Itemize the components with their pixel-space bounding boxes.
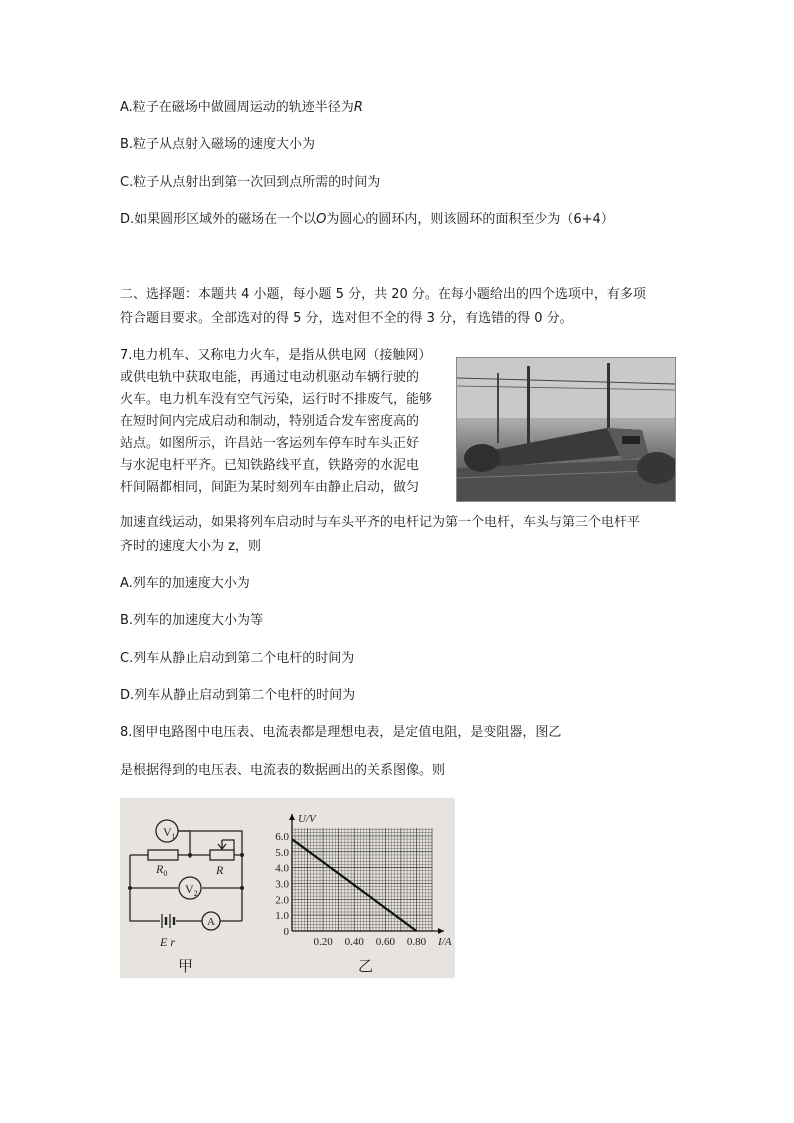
x-tick-label: 0.80 <box>406 936 427 948</box>
q7-line-9: 齐时的速度大小为 z，则 <box>120 539 261 554</box>
circuit-junction <box>128 886 132 890</box>
voltmeter-v1-label: V <box>163 825 172 839</box>
y-tick-label: 0 <box>283 926 289 938</box>
voltmeter-v2-label: V <box>185 882 194 896</box>
battery-label: E r <box>160 935 175 949</box>
q7-option-b: B.列车的加速度大小为等 <box>120 613 264 628</box>
q7-option-a: A.列车的加速度大小为 <box>120 576 250 591</box>
train-photo-drawing <box>457 358 675 501</box>
y-tick-label: 4.0 <box>275 862 289 875</box>
circuit-junction <box>188 853 192 857</box>
y-tick-label: 3.0 <box>275 878 289 891</box>
x-tick-label: 0.60 <box>375 936 395 948</box>
ammeter-label: A <box>207 916 215 928</box>
figure-caption-yi: 乙 <box>358 957 374 975</box>
section2-instructions-line1: 二、选择题：本题共 4 小题，每小题 5 分，共 20 分。在每小题给出的四个选项中，有多项 <box>120 287 646 302</box>
y-tick-label: 2.0 <box>275 894 289 907</box>
resistor-r0 <box>148 850 178 860</box>
u-i-chart <box>275 813 451 975</box>
q7-line: 在短时间内完成启动和制动，特别适合发车密度高的 <box>120 414 420 429</box>
y-tick-label: 6.0 <box>275 830 289 843</box>
y-axis-label: U/V <box>298 813 316 825</box>
y-tick-label: 5.0 <box>275 846 289 859</box>
q7-line: 或供电轨中获取电能，再通过电动机驱动车辆行驶的 <box>120 370 420 385</box>
battery-icon <box>162 914 174 928</box>
q7-line: 站点。如图所示，许昌站一客运列车停车时车头正好 <box>120 436 420 451</box>
x-tick-label: 0.40 <box>344 936 364 948</box>
q7-line: 7.电力机车、又称电力火车，是指从供电网（接触网） <box>120 348 432 363</box>
circuit-wire <box>222 840 234 850</box>
resistor-r0-label: R <box>156 862 164 876</box>
q6-option-a <box>120 98 363 118</box>
y-axis-arrow-icon <box>289 814 295 820</box>
x-tick-label: 0.20 <box>313 936 333 948</box>
q7-line: 与水泥电杆平齐。已知铁路线平直，铁路旁的水泥电 <box>120 458 420 473</box>
rheostat-r-label: R <box>216 863 224 877</box>
q6-option-d-text-post: 为圆心的圆环内，则该圆环的面积至少为（6+4） <box>326 212 614 227</box>
q6-option-d-text-pre: D.如果圆形区域外的磁场在一个以 <box>120 212 317 227</box>
x-axis-arrow-icon <box>438 928 444 934</box>
q8-figure-svg <box>120 798 455 978</box>
q7-line-8: 加速直线运动，如果将列车启动时与车头平齐的电杆记为第一个电杆，车头与第三个电杆平 <box>120 515 641 530</box>
circuit-junction <box>240 886 244 890</box>
voltmeter-v1-subscript: 1 <box>171 832 176 841</box>
q6-option-d-variable: O <box>316 212 327 227</box>
circuit-junction <box>240 853 244 857</box>
q8-line-1: 8.图甲电路图中电压表、电流表都是理想电表，是定值电阻，是变阻器，图乙 <box>120 725 562 740</box>
q8-figure <box>120 798 455 978</box>
train-photo <box>456 357 676 502</box>
voltmeter-v2-subscript: 2 <box>193 889 198 898</box>
q7-text-wrapped <box>120 345 456 499</box>
q6-option-a-variable: R <box>353 100 363 115</box>
figure-caption-jia: 甲 <box>178 957 194 975</box>
section2-instructions-line2: 符合题目要求。全部选对的得 5 分，选对但不全的得 3 分，有选错的得 0 分。 <box>120 311 573 326</box>
svg-text:R0 <box>155 862 167 878</box>
q7-option-c: C.列车从静止启动到第二个电杆的时间为 <box>120 651 355 666</box>
resistor-r0-subscript: 0 <box>163 869 168 878</box>
q6-option-c: C.粒子从点射出到第一次回到点所需的时间为 <box>120 175 381 190</box>
x-axis-label: I/A <box>438 936 452 948</box>
q7-line: 杆间隔都相同，间距为某时刻列车由静止启动，做匀 <box>120 480 420 495</box>
q6-option-b: B.粒子从点射入磁场的速度大小为 <box>120 137 316 152</box>
q8-line-2: 是根据得到的电压表、电流表的数据画出的关系图像。则 <box>120 763 446 778</box>
q7-line: 火车。电力机车没有空气污染，运行时不排废气，能够 <box>120 392 433 407</box>
q7-option-d: D.列车从静止启动到第二个电杆的时间为 <box>120 688 356 703</box>
rheostat-slider-icon <box>218 840 226 849</box>
rheostat-r <box>210 850 234 860</box>
y-tick-label: 1.0 <box>275 910 289 923</box>
q6-option-d <box>120 210 614 230</box>
q6-option-a-text: A.粒子在磁场中做圆周运动的轨迹半径为 <box>120 100 354 115</box>
